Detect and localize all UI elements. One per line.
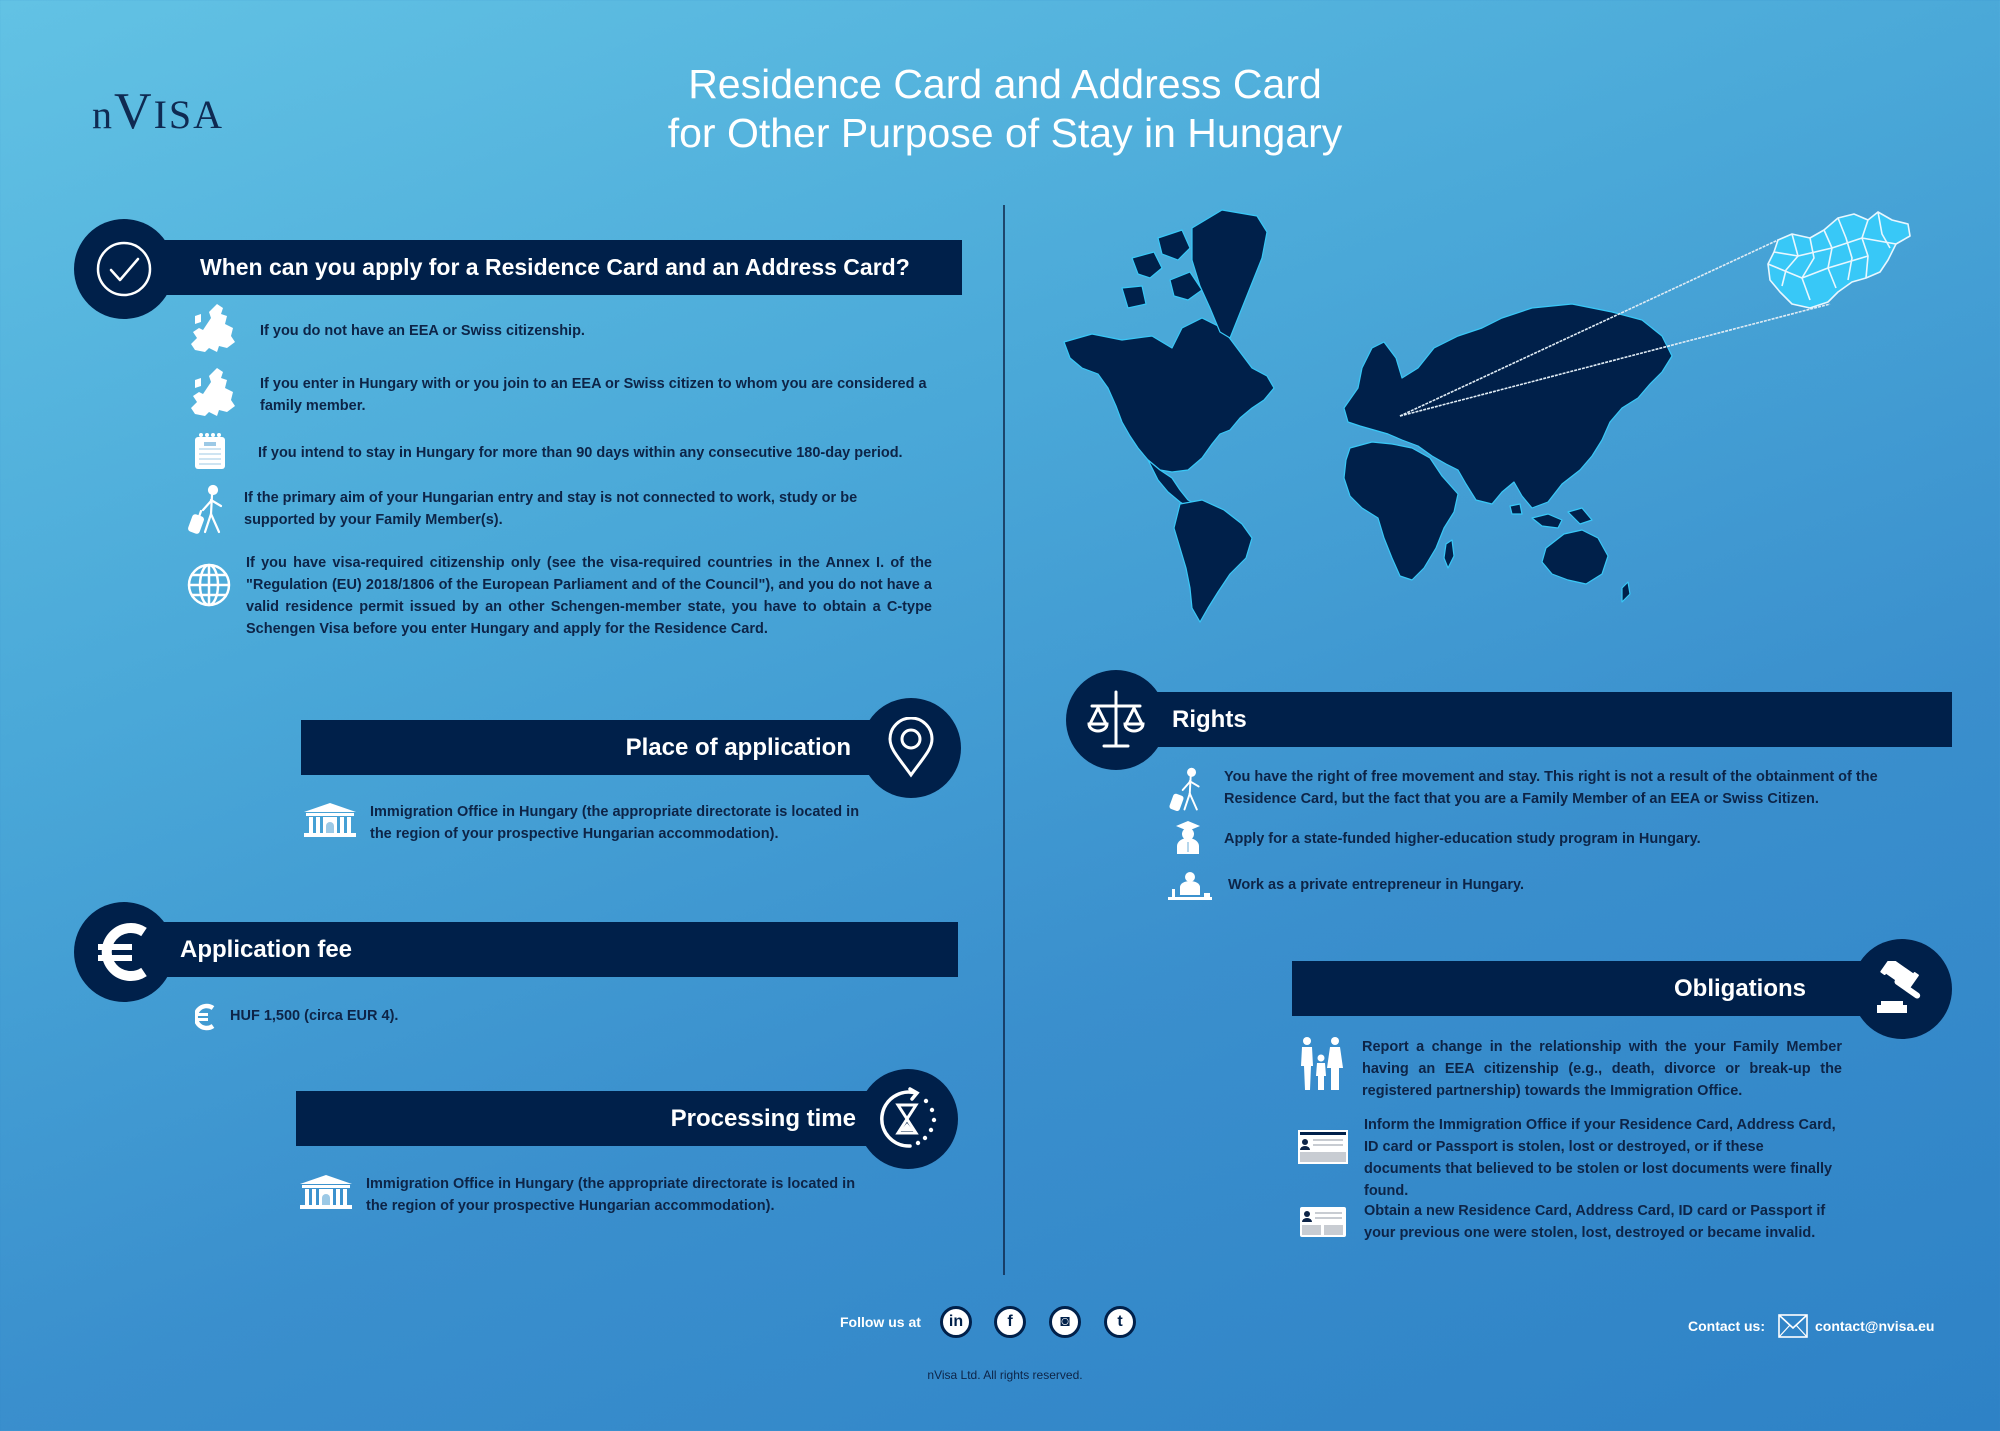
rights-item — [1170, 820, 1950, 854]
location-pin-icon — [861, 698, 961, 798]
instagram-glyph: ◙ — [1060, 1313, 1070, 1330]
page-title — [560, 60, 1450, 158]
when-item — [186, 552, 946, 640]
when-item-text: If you intend to stay in Hungary for more than 90 days within any consecutive 180-day period. — [258, 445, 903, 461]
map-new-zealand — [1622, 582, 1630, 602]
obligations-section-header — [1292, 961, 1902, 1016]
hourglass-refresh-icon — [858, 1069, 958, 1169]
entrepreneur-icon — [1166, 870, 1214, 902]
id-card-icon — [1298, 1200, 1348, 1244]
when-item-text: If you do not have an EEA or Swiss citizenship. — [260, 323, 585, 339]
when-item-text: If you have visa-required citizenship only (see the visa-required countries in the Annex I. of the "Regulation (EU) 2018/1806 of the European Parliament and of the Council"), and you do not have a valid residence permit issued by an other Schengen-member state, you have to obtain a C-type Schengen Visa before you enter Hungary and apply for the Residence Card. — [246, 555, 932, 637]
when-item-text: If you enter in Hungary with or you join to an EEA or Swiss citizen to whom you are considered a family member. — [260, 376, 927, 414]
world-map — [1062, 208, 1932, 628]
hungary-map — [1768, 212, 1910, 308]
nvisa-logo — [92, 82, 224, 141]
government-building-icon — [298, 1173, 354, 1211]
place-item-text: Immigration Office in Hungary (the appropriate directorate is located in the region of your prospective Hungarian accommodation). — [370, 804, 860, 842]
rights-section-heading: Rights — [1172, 705, 1247, 733]
obligations-item — [1298, 1114, 1918, 1202]
contact-us-label: Contact us: — [1688, 1318, 1765, 1334]
linkedin-glyph: in — [948, 1313, 964, 1330]
obligations-section-heading: Obligations — [1674, 974, 1806, 1002]
contact-email-link[interactable]: contact@nvisa.eu — [1815, 1318, 1935, 1334]
map-south-america — [1174, 500, 1252, 622]
fee-section-heading: Application fee — [180, 935, 353, 963]
logo-part: n — [92, 92, 114, 137]
map-africa — [1344, 442, 1458, 580]
facebook-icon[interactable] — [994, 1306, 1026, 1338]
map-australia — [1542, 530, 1608, 584]
rights-item-text: Work as a private entrepreneur in Hungary. — [1228, 877, 1524, 893]
fee-item — [194, 1002, 794, 1032]
gavel-icon — [1852, 939, 1952, 1039]
processing-section-heading: Processing time — [670, 1104, 856, 1132]
government-building-icon — [302, 801, 358, 839]
id-card-icon — [1298, 1114, 1348, 1180]
rights-section-header — [1120, 692, 1952, 747]
map-madagascar — [1444, 540, 1454, 568]
obligations-item-text: Obtain a new Residence Card, Address Card, ID card or Passport if your previous one were stolen, lost, destroyed or became invalid. — [1364, 1203, 1826, 1241]
when-item — [192, 430, 952, 472]
euro-icon — [74, 902, 174, 1002]
rights-item-text: Apply for a state-funded higher-education study program in Hungary. — [1224, 831, 1701, 847]
twitter-icon[interactable] — [1104, 1306, 1136, 1338]
linkedin-icon[interactable] — [940, 1306, 972, 1338]
traveler-icon — [186, 484, 232, 536]
rights-item-text: You have the right of free movement and stay. This right is not a result of the obtainment of the Residence Card, but the fact that you are a Family Member of an EEA or Swiss Citizen. — [1224, 769, 1878, 807]
when-item — [186, 484, 946, 536]
fee-section-header — [150, 922, 958, 977]
family-icon — [1298, 1036, 1346, 1092]
calendar-icon — [192, 430, 228, 472]
place-item — [302, 801, 962, 845]
instagram-icon[interactable] — [1049, 1306, 1081, 1338]
facebook-glyph: f — [1007, 1313, 1013, 1330]
when-item-text: If the primary aim of your Hungarian entry and stay is not connected to work, study or be supported by your Family Member(s). — [244, 490, 858, 528]
place-section-heading: Place of application — [625, 733, 851, 761]
eu-map-icon — [186, 366, 238, 418]
when-section-heading: When can you apply for a Residence Card and an Address Card? — [200, 254, 910, 280]
obligations-item — [1298, 1200, 1918, 1244]
euro-icon — [194, 1002, 216, 1032]
map-north-america — [1064, 318, 1274, 472]
map-se-asia — [1510, 504, 1592, 528]
processing-section-header — [296, 1091, 916, 1146]
scales-icon — [1066, 670, 1166, 770]
processing-item — [298, 1173, 958, 1217]
column-divider — [1003, 205, 1005, 1275]
map-arctic-islands — [1122, 230, 1202, 308]
copyright: nVisa Ltd. All rights reserved. — [927, 1368, 1083, 1382]
logo-part: V — [114, 83, 154, 140]
globe-icon — [186, 560, 232, 610]
when-item — [186, 366, 946, 418]
follow-us-label: Follow us at — [840, 1314, 921, 1330]
twitter-glyph: t — [1117, 1313, 1123, 1330]
rights-item — [1166, 766, 1946, 814]
logo-part: ISA — [153, 92, 225, 137]
obligations-item — [1298, 1036, 1918, 1102]
when-item — [186, 302, 946, 354]
obligations-item-text: Inform the Immigration Office if your Residence Card, Address Card, ID card or Passport is stolen, lost or destroyed, or if these documents that believed to be stolen or lost documents were finally found. — [1364, 1117, 1836, 1199]
envelope-icon — [1778, 1314, 1808, 1338]
eu-map-icon — [186, 302, 238, 354]
page-title-line2: for Other Purpose of Stay in Hungary — [667, 110, 1343, 156]
rights-item — [1166, 870, 1946, 902]
processing-item-text: Immigration Office in Hungary (the appropriate directorate is located in the region of your prospective Hungarian accommodation). — [366, 1176, 856, 1214]
page-title-line1: Residence Card and Address Card — [688, 61, 1322, 107]
traveler-icon — [1166, 766, 1210, 814]
graduate-icon — [1170, 820, 1206, 854]
fee-item-text: HUF 1,500 (circa EUR 4). — [230, 1008, 399, 1024]
when-section-header — [150, 240, 962, 295]
obligations-item-text: Report a change in the relationship with the your Family Member having an EEA citizenship (e.g., death, divorce or break-up the registered partnership) towards the Immigration Office. — [1362, 1039, 1842, 1099]
checkmark-circle-icon — [74, 219, 174, 319]
place-section-header — [301, 720, 921, 775]
